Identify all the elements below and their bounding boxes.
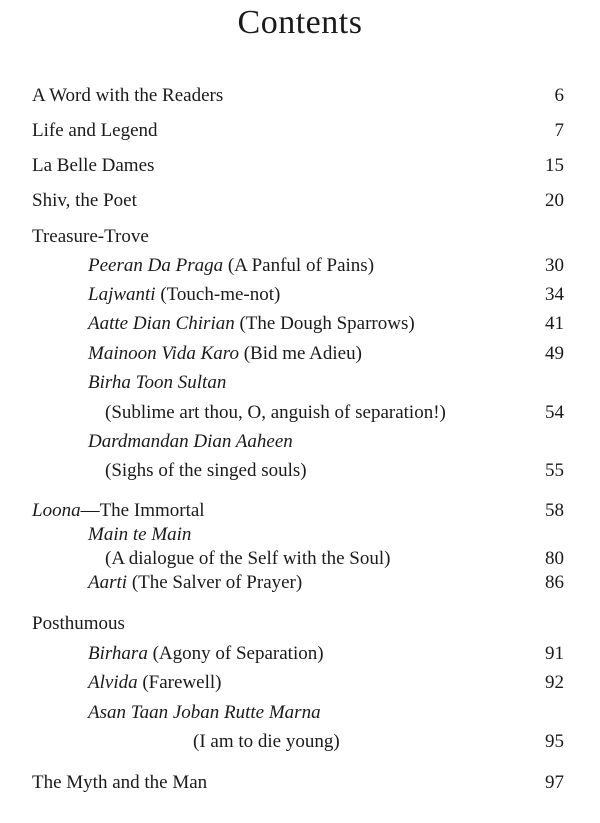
toc-entry-title [88,311,415,337]
toc-entry-title: Shiv, the Poet [32,190,137,211]
toc-entry-page: 80 [545,548,564,569]
toc-entry [0,370,600,396]
toc-entry-page: 6 [554,85,564,106]
toc-entry [0,341,600,367]
toc-entry-title-original: Aatte Dian Chirian [88,313,235,334]
toc-entry-title-original: Main te Main [88,524,192,545]
toc-entry-page: 95 [545,731,564,752]
toc-entry-page: 41 [545,313,564,334]
toc-entry-title-original: Lajwanti [88,284,156,305]
toc-entry [0,729,600,755]
toc-entry-title: A Word with the Readers [32,85,224,106]
toc-entry-page: 86 [545,572,564,593]
toc-entry-title: La Belle Dames [32,155,155,176]
toc-entry [0,546,600,572]
toc-entry [0,670,600,696]
toc-entry [0,400,600,426]
toc-entry-page: 91 [545,643,564,664]
toc-entry [0,498,600,524]
toc-entry-title: Treasure-Trove [32,226,149,247]
toc-entry-title: Posthumous [32,613,125,634]
toc-entry-title-original: Aarti [88,572,128,593]
toc-entry-title-translation: —The Immortal [80,500,205,521]
toc-entry [0,83,600,109]
toc-entry-title [32,498,205,524]
toc-entry-title-translation: (Sublime art thou, O, anguish of separation!) [105,402,446,423]
toc-entry [0,770,600,796]
page-title: Contents [237,4,363,41]
toc-entry-title-original: Mainoon Vida Karo [88,343,239,364]
toc-entry-page: 97 [545,772,564,793]
toc-entry-title: Life and Legend [32,120,158,141]
toc-entry-title-translation: (Agony of Separation) [147,643,324,664]
toc-section-heading [0,611,600,637]
toc-entry-title-translation: (Touch-me-not) [155,284,281,305]
toc-entry-title [88,341,362,367]
toc-entry-title-original: Birhara [88,643,148,664]
toc-entry [0,188,600,214]
toc-entry [0,311,600,337]
toc-entry-title-original: Asan Taan Joban Rutte Marna [88,702,321,723]
toc-entry-title-original: Peeran Da Praga [88,255,224,276]
toc-entry-title-original: Loona [32,500,81,521]
toc-entry [0,118,600,144]
toc-entry-title-translation: (A dialogue of the Self with the Soul) [105,548,391,569]
toc-entry-title-translation: (Sighs of the singed souls) [105,460,307,481]
toc-entry-title-original: Birha Toon Sultan [88,372,227,393]
toc-entry-title-translation: (The Dough Sparrows) [234,313,415,334]
toc-entry-page: 7 [554,120,564,141]
toc-entry [0,522,600,548]
toc-entry-title [88,282,280,308]
toc-entry-page: 55 [545,460,564,481]
toc-entry [0,570,600,596]
toc-entry-page: 58 [545,500,564,521]
toc-entry-title [88,670,222,696]
toc-entry-page: 20 [545,190,564,211]
toc-entry-title-translation: (Bid me Adieu) [238,343,362,364]
toc-entry [0,458,600,484]
toc-entry [0,429,600,455]
toc-entry-title-translation: (The Salver of Prayer) [127,572,303,593]
toc-entry [0,700,600,726]
toc-entry-title [88,641,324,667]
toc-entry-page: 54 [545,402,564,423]
toc-entry-page: 49 [545,343,564,364]
toc-entry-title-translation: (A Panful of Pains) [223,255,375,276]
toc-section-heading [0,224,600,250]
toc-entry-title: The Myth and the Man [32,772,208,793]
toc-entry [0,153,600,179]
toc-entry-title-original: Dardmandan Dian Aaheen [88,431,293,452]
toc-entry-title-translation: (I am to die young) [193,731,340,752]
toc-entry-page: 34 [545,284,564,305]
toc-entry [0,641,600,667]
toc-entry [0,253,600,279]
toc-entry-title-translation: (Farewell) [137,672,222,693]
toc-entry [0,282,600,308]
toc-entry-title [88,253,374,279]
toc-entry-page: 15 [545,155,564,176]
toc-entry-title [88,570,302,596]
toc-entry-page: 30 [545,255,564,276]
toc-entry-page: 92 [545,672,564,693]
toc-entry-title-original: Alvida [88,672,138,693]
